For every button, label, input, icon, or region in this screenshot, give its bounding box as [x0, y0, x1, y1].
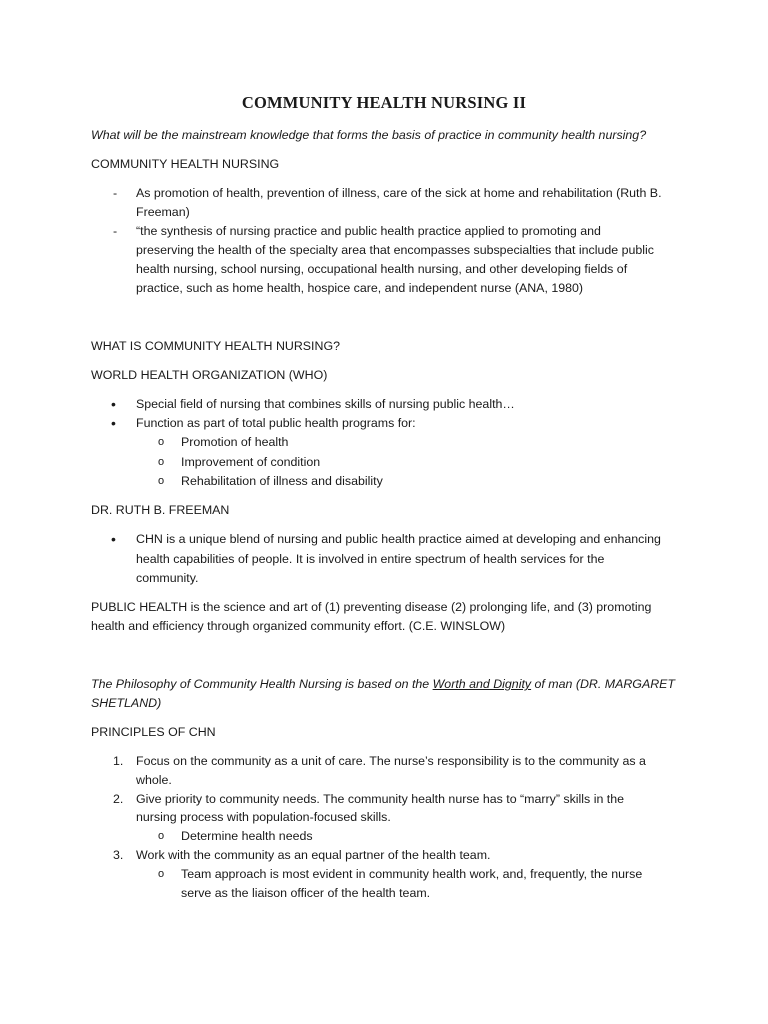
- who-item-1: Special field of nursing that combines skills of nursing public health…: [136, 397, 515, 411]
- freeman-line-2: health capabilities of people. It is involved in entire spectrum of health services for the: [136, 552, 605, 566]
- bullet-marker: •: [111, 396, 116, 412]
- section-heading-chn: COMMUNITY HEALTH NURSING: [91, 157, 280, 171]
- who-sub-1: Promotion of health: [181, 435, 289, 449]
- principle-3-line-1: Work with the community as an equal partner of the health team.: [136, 848, 491, 862]
- public-health-line-1: PUBLIC HEALTH is the science and art of (1) preventing disease (2) prolonging life, and (3) promoting: [91, 600, 652, 614]
- chn-def-1-line-2: Freeman): [136, 205, 190, 219]
- chn-def-2-line-2: preserving the health of the specialty area that encompasses subspecialties that include public: [136, 243, 654, 257]
- principle-2-sub: Determine health needs: [181, 829, 313, 843]
- circle-marker: o: [158, 436, 165, 448]
- philosophy-line-2: SHETLAND): [91, 696, 162, 710]
- philosophy-emphasis: Worth and Dignity: [432, 677, 532, 691]
- chn-def-2-line-3: health nursing, school nursing, occupational health nursing, and other developing fields of: [136, 262, 628, 276]
- philosophy-pre: The Philosophy of Community Health Nursing is based on the: [91, 677, 433, 691]
- principle-2-line-2: nursing process with population-focused skills.: [136, 810, 391, 824]
- chn-def-1-line-1: As promotion of health, prevention of illness, care of the sick at home and rehabilitation (Ruth B.: [136, 186, 662, 200]
- philosophy-post: of man (DR. MARGARET: [531, 677, 675, 691]
- freeman-heading: DR. RUTH B. FREEMAN: [91, 503, 230, 517]
- chn-def-2-line-1: “the synthesis of nursing practice and public health practice applied to promoting and: [136, 224, 601, 238]
- section-heading-what-is: WHAT IS COMMUNITY HEALTH NURSING?: [91, 339, 340, 353]
- principle-1-line-2: whole.: [136, 773, 172, 787]
- who-item-2: Function as part of total public health programs for:: [136, 416, 416, 430]
- principle-2-line-1: Give priority to community needs. The community health nurse has to “marry” skills in the: [136, 792, 625, 806]
- circle-marker: o: [158, 830, 165, 842]
- dash-marker: -: [113, 224, 118, 238]
- who-sub-2: Improvement of condition: [181, 455, 321, 469]
- principle-3-sub-line-1: Team approach is most evident in community health work, and, frequently, the nurse: [181, 867, 643, 881]
- dash-marker: -: [113, 186, 118, 200]
- principle-3-sub-line-2: serve as the liaison officer of the health team.: [181, 886, 431, 900]
- bullet-marker: •: [111, 531, 116, 547]
- bullet-marker: •: [111, 415, 116, 431]
- document-title: COMMUNITY HEALTH NURSING II: [241, 93, 527, 112]
- intro-question: What will be the mainstream knowledge that forms the basis of practice in community health nursing?: [91, 128, 647, 142]
- freeman-line-3: community.: [136, 571, 199, 585]
- principle-number: 2.: [113, 792, 124, 806]
- circle-marker: o: [158, 456, 165, 468]
- freeman-line-1: CHN is a unique blend of nursing and public health practice aimed at developing and enhancing: [136, 532, 661, 546]
- principle-number: 3.: [113, 848, 124, 862]
- circle-marker: o: [158, 475, 165, 487]
- who-heading: WORLD HEALTH ORGANIZATION (WHO): [91, 368, 328, 382]
- circle-marker: o: [158, 868, 165, 880]
- public-health-line-2: health and efficiency through organized community effort. (C.E. WINSLOW): [91, 619, 506, 633]
- who-sub-3: Rehabilitation of illness and disability: [181, 474, 383, 488]
- chn-def-2-line-4: practice, such as home health, hospice care, and independent nurse (ANA, 1980): [136, 281, 584, 295]
- philosophy-line-1: [91, 675, 675, 694]
- principles-heading: PRINCIPLES OF CHN: [91, 725, 216, 739]
- principle-1-line-1: Focus on the community as a unit of care. The nurse’s responsibility is to the community as a: [136, 754, 646, 768]
- principle-number: 1.: [113, 754, 124, 768]
